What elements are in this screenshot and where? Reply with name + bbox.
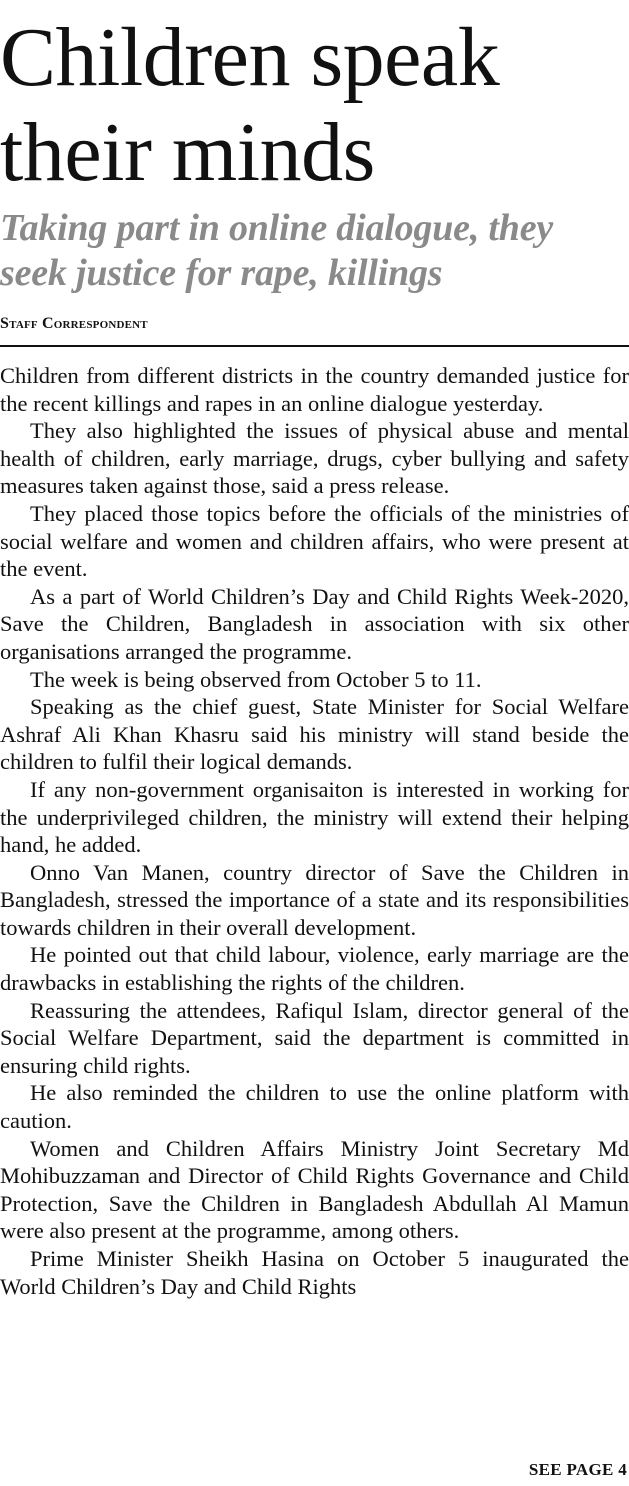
paragraph-5: The week is being observed from October 5 to 11. — [30, 666, 482, 692]
paragraph-10: Reassuring the attendees, Rafiqul Islam, director general of the Social Welfare Department, said the department is committed in ensuring child rights. — [0, 997, 629, 1078]
paragraph-3: They placed those topics before the officials of the ministries of social welfare and women and children affairs, who were present at the event. — [0, 500, 629, 582]
divider-rule — [0, 345, 629, 347]
paragraph-7: If any non-government organisaiton is interested in working for the underprivileged children, the ministry will extend their helping hand, he added. — [0, 776, 629, 858]
paragraph-13: Prime Minister Sheikh Hasina on October 5 inaugurated the World Children’s Day and Child Rights — [0, 1246, 629, 1299]
paragraph-4: As a part of World Children’s Day and Child Rights Week-2020, Save the Children, Bangladesh in association with six other organisations arranged the programme. — [0, 583, 629, 664]
paragraph-11: He also reminded the children to use the online platform with caution. — [0, 1080, 629, 1134]
headline: Children speak their minds — [0, 11, 500, 199]
see-page-jump-line: SEE PAGE 4 — [528, 1460, 627, 1479]
paragraph-6: Speaking as the chief guest, State Minister for Social Welfare Ashraf Ali Khan Khasru said his ministry will stand beside the children to fulfil their logical demands. — [0, 694, 629, 775]
paragraph-1: Children from different districts in the country demanded justice for the recent killings and rapes in an online dialogue yesterday. — [0, 363, 629, 416]
subheadline: Taking part in online dialogue, they seek justice for rape, killings — [0, 207, 554, 294]
paragraph-9: He pointed out that child labour, violence, early marriage are the drawbacks in establishing the rights of the children. — [0, 942, 629, 996]
paragraph-2: They also highlighted the issues of physical abuse and mental health of children, early marriage, drugs, cyber bullying and safety measures taken against those, said a press release. — [0, 418, 629, 499]
paragraph-8: Onno Van Manen, country director of Save the Children in Bangladesh, stressed the importance of a state and its responsibilities towards children in their overall development. — [0, 859, 629, 940]
byline: Staff Correspondent — [0, 315, 148, 332]
article-body — [0, 362, 629, 1300]
paragraph-12: Women and Children Affairs Ministry Joint Secretary Md Mohibuzzaman and Director of Child Rights Governance and Child Protection, Save the Children in Bangladesh Abdullah Al Mamun were also present at the programme, among others. — [0, 1135, 629, 1244]
